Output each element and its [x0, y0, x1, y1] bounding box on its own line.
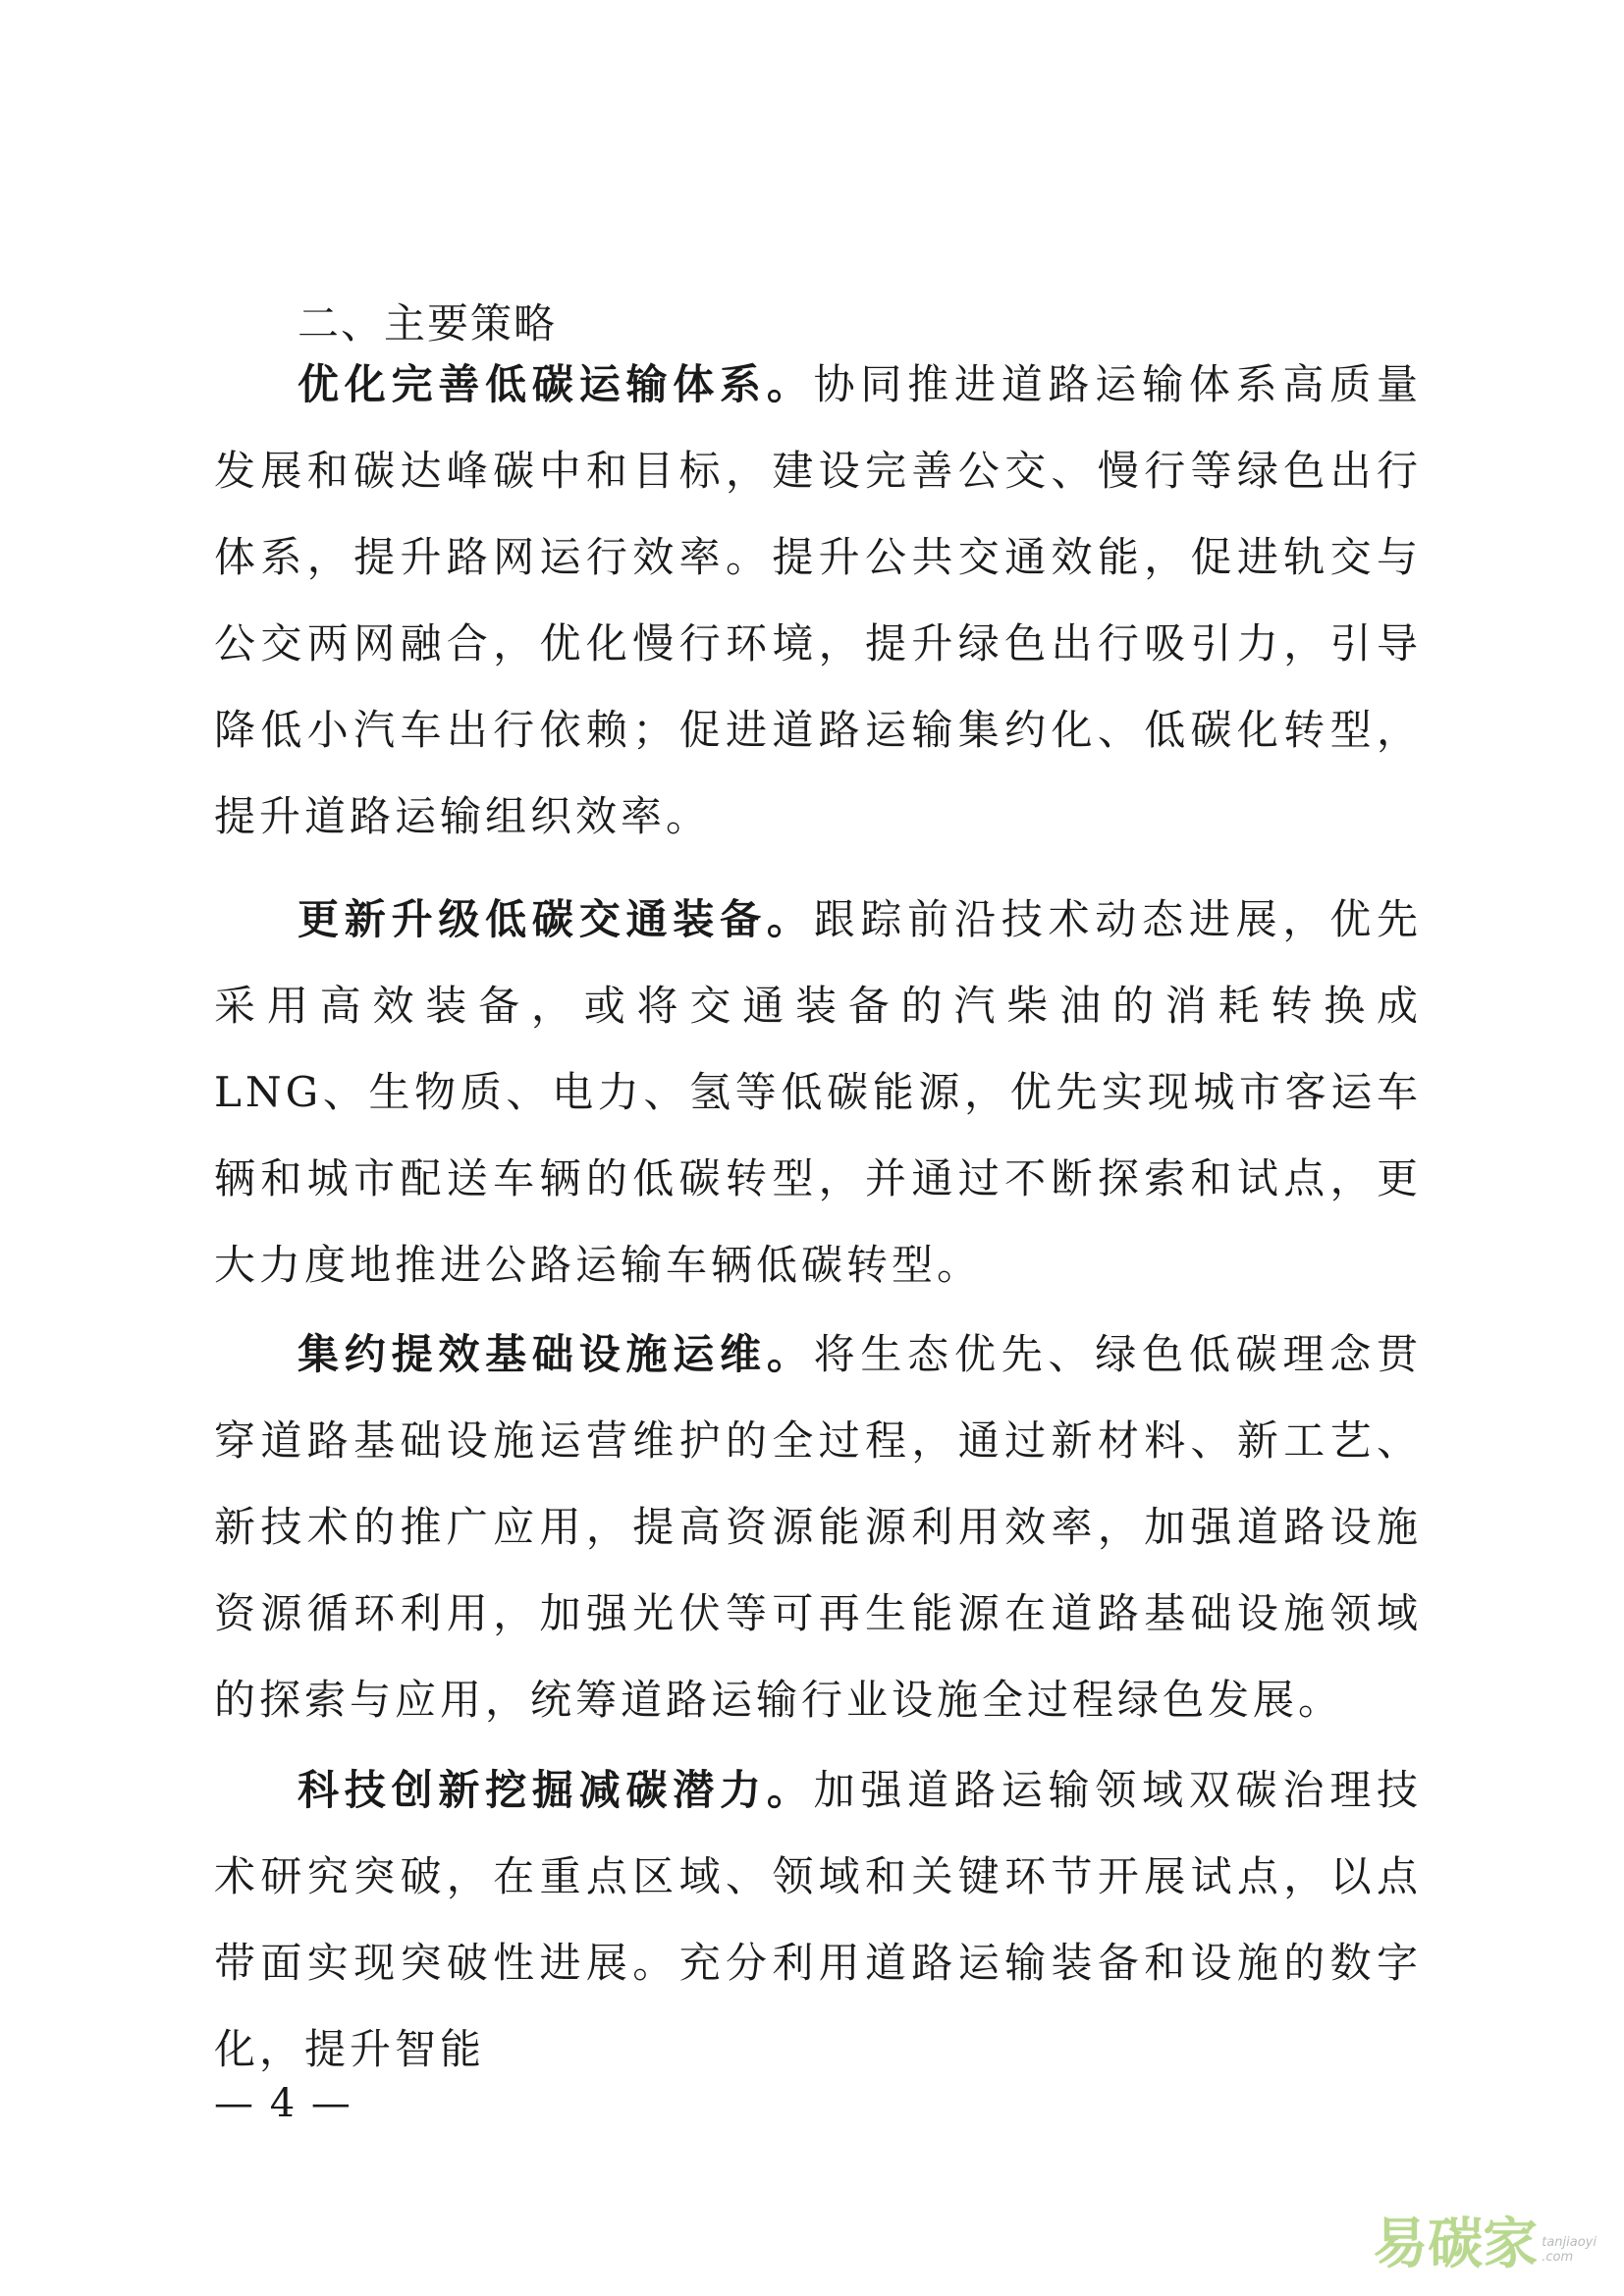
paragraph-text: 将生态优先、绿色低碳理念贯穿道路基础设施运营维护的全过程，通过新材料、新工艺、新技术的推广应用，提高资源能源利用效率，加强道路设施资源循环利用，加强光伏等可再生能源在道路基础设施领域的探索与应用，统筹道路运输行业设施全过程绿色发展。	[214, 1330, 1422, 1724]
paragraph-low-carbon-equipment	[214, 877, 1422, 1308]
watermark-domain	[1542, 2235, 1597, 2265]
paragraph-lead: 优化完善低碳运输体系。	[298, 360, 814, 408]
watermark-mark: 易碳家	[1373, 2213, 1539, 2276]
paragraph-low-carbon-transport-system	[214, 342, 1422, 860]
paragraph-lead: 集约提效基础设施运维。	[298, 1330, 814, 1378]
paragraph-lead: 科技创新挖掘减碳潜力。	[298, 1766, 814, 1814]
paragraph-text: 协同推进道路运输体系高质量发展和碳达峰碳中和目标，建设完善公交、慢行等绿色出行体系，提升路网运行效率。提升公共交通效能，促进轨交与公交两网融合，优化慢行环境，提升绿色出行吸引力，引导降低小汽车出行依赖；促进道路运输集约化、低碳化转型，提升道路运输组织效率。	[214, 360, 1422, 840]
watermark-domain-bottom: .com	[1542, 2250, 1574, 2265]
paragraph-tech-innovation	[214, 1747, 1422, 2093]
watermark-logo	[1373, 2213, 1597, 2276]
page-number: — 4 —	[214, 2081, 352, 2126]
paragraph-text: 跟踪前沿技术动态进展，优先采用高效装备，或将交通装备的汽柴油的消耗转换成 LNG、生物质、电力、氢等低碳能源，优先实现城市客运车辆和城市配送车辆的低碳转型，并通过不断探索和试点，更大力度地推进公路运输车辆低碳转型。	[214, 895, 1422, 1289]
paragraph-infrastructure-maintenance	[214, 1311, 1422, 1743]
section-heading: 二、主要策略	[298, 299, 558, 347]
paragraph-text: 加强道路运输领域双碳治理技术研究突破，在重点区域、领域和关键环节开展试点，以点带面实现突破性进展。充分利用道路运输装备和设施的数字化，提升智能	[214, 1766, 1422, 2073]
watermark-domain-top: tanjiaoyi	[1542, 2235, 1597, 2250]
paragraph-lead: 更新升级低碳交通装备。	[298, 895, 814, 943]
